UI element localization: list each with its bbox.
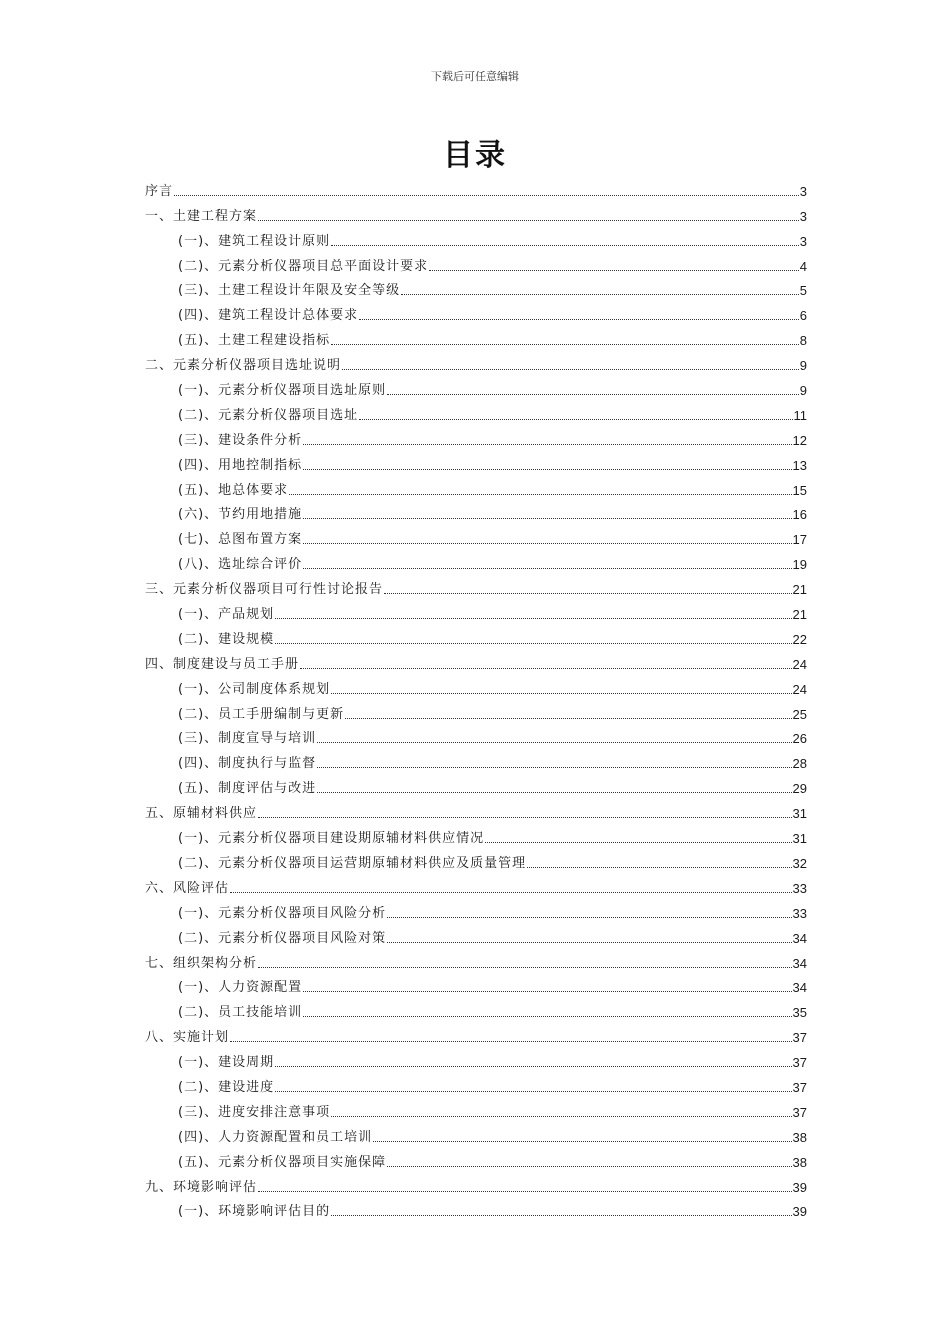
header-note: 下载后可任意编辑 [431,70,519,83]
toc-entry[interactable] [145,375,807,400]
dot-leader [174,195,799,196]
toc-entry-title: (一)、人力资源配置 [178,980,303,996]
toc-entry-title: (一)、元素分析仪器项目选址原则 [178,383,387,399]
toc-entry-page-number: 33 [792,880,807,896]
dot-leader [317,767,791,768]
dot-leader [331,693,791,694]
toc-entry[interactable] [145,500,807,525]
toc-entry-title: 三、元素分析仪器项目可行性讨论报告 [145,582,384,598]
toc-entry[interactable] [145,176,807,201]
toc-entry-page-number: 3 [799,183,807,199]
toc-entry-page-number: 34 [792,980,807,996]
toc-entry[interactable] [145,475,807,500]
dot-leader [359,319,799,320]
toc-entry-title: (四)、建筑工程设计总体要求 [178,308,359,324]
dot-leader [429,270,799,271]
toc-entry-page-number: 33 [792,905,807,921]
toc-entry-title: (三)、建设条件分析 [178,432,303,448]
dot-leader [359,419,792,420]
toc-entry-page-number: 38 [792,1129,807,1145]
toc-entry[interactable] [145,873,807,898]
toc-entry-title: (三)、土建工程设计年限及安全等级 [178,283,401,299]
toc-entry[interactable] [145,276,807,301]
toc-entry-title: (二)、员工技能培训 [178,1005,303,1021]
toc-entry-page-number: 9 [799,383,807,399]
toc-entry-title: (五)、元素分析仪器项目实施保障 [178,1154,387,1170]
dot-leader [303,469,791,470]
toc-entry[interactable] [145,773,807,798]
toc-entry-title: (四)、制度执行与监督 [178,756,317,772]
toc-entry-title: (二)、元素分析仪器项目风险对策 [178,930,387,946]
toc-entry-page-number: 32 [792,855,807,871]
toc-entry[interactable] [145,400,807,425]
toc-entry-title: 八、实施计划 [145,1030,230,1046]
toc-entry-page-number: 3 [799,233,807,249]
toc-entry[interactable] [145,1022,807,1047]
toc-entry-page-number: 16 [792,507,807,523]
toc-entry-title: 序言 [145,183,174,199]
toc-entry-page-number: 4 [799,258,807,274]
toc-entry-page-number: 31 [792,806,807,822]
dot-leader [401,294,799,295]
toc-entry-title: (一)、元素分析仪器项目建设期原辅材料供应情况 [178,831,485,847]
dot-leader [331,344,799,345]
toc-entry[interactable] [145,823,807,848]
toc-entry-title: (二)、元素分析仪器项目总平面设计要求 [178,258,429,274]
toc-entry-page-number: 29 [792,781,807,797]
toc-entry-title: 五、原辅材料供应 [145,806,258,822]
toc-entry[interactable] [145,798,807,823]
toc-entry[interactable] [145,325,807,350]
toc-entry-page-number: 17 [792,532,807,548]
toc-entry-page-number: 15 [792,482,807,498]
toc-entry-page-number: 24 [792,656,807,672]
toc-entry[interactable] [145,674,807,699]
toc-entry[interactable] [145,1197,807,1222]
toc-entry[interactable] [145,350,807,375]
toc-entry[interactable] [145,226,807,251]
table-of-contents [145,176,807,1221]
toc-entry[interactable] [145,948,807,973]
dot-leader [387,942,791,943]
toc-entry[interactable] [145,251,807,276]
dot-leader [345,718,791,719]
toc-entry-page-number: 38 [792,1154,807,1170]
dot-leader [303,518,791,519]
toc-entry-title: 九、环境影响评估 [145,1179,258,1195]
toc-entry-page-number: 34 [792,930,807,946]
toc-entry-page-number: 22 [792,631,807,647]
dot-leader [303,444,791,445]
dot-leader [275,643,791,644]
toc-entry[interactable] [145,524,807,549]
toc-entry-page-number: 34 [792,955,807,971]
dot-leader [317,742,791,743]
toc-entry-title: (三)、进度安排注意事项 [178,1104,331,1120]
toc-entry-title: 七、组织架构分析 [145,955,258,971]
toc-entry[interactable] [145,848,807,873]
toc-entry-title: (二)、员工手册编制与更新 [178,706,345,722]
dot-leader [303,543,791,544]
dot-leader [317,792,791,793]
dot-leader [485,842,791,843]
toc-entry-page-number: 31 [792,831,807,847]
toc-entry-title: 六、风险评估 [145,880,230,896]
toc-entry-page-number: 5 [799,283,807,299]
toc-entry[interactable] [145,201,807,226]
toc-entry-page-number: 13 [792,457,807,473]
dot-leader [275,618,791,619]
toc-entry-title: (六)、节约用地措施 [178,507,303,523]
toc-entry-title: (一)、环境影响评估目的 [178,1204,331,1220]
toc-entry[interactable] [145,300,807,325]
toc-entry-page-number: 8 [799,333,807,349]
toc-entry-page-number: 24 [792,681,807,697]
toc-entry-page-number: 21 [792,582,807,598]
toc-entry[interactable] [145,425,807,450]
toc-entry[interactable] [145,1122,807,1147]
toc-entry-title: (一)、建设周期 [178,1055,275,1071]
toc-entry[interactable] [145,1097,807,1122]
dot-leader [275,1066,791,1067]
toc-entry-page-number: 35 [792,1005,807,1021]
toc-entry-page-number: 6 [799,308,807,324]
toc-entry-page-number: 19 [792,557,807,573]
toc-entry-title: (五)、地总体要求 [178,482,289,498]
toc-entry-page-number: 3 [799,208,807,224]
dot-leader [303,568,791,569]
dot-leader [331,245,799,246]
dot-leader [331,1215,791,1216]
toc-entry[interactable] [145,699,807,724]
toc-entry-title: (八)、选址综合评价 [178,557,303,573]
toc-entry-title: (二)、建设进度 [178,1079,275,1095]
toc-entry-title: (二)、建设规模 [178,631,275,647]
toc-entry-title: 一、土建工程方案 [145,208,258,224]
dot-leader [527,867,791,868]
dot-leader [258,817,792,818]
toc-entry[interactable] [145,450,807,475]
dot-leader [303,1016,791,1017]
dot-leader [258,1191,792,1192]
dot-leader [342,369,799,370]
dot-leader [303,991,791,992]
toc-entry-page-number: 12 [792,432,807,448]
dot-leader [258,967,792,968]
toc-entry-title: (四)、用地控制指标 [178,457,303,473]
toc-entry-title: (七)、总图布置方案 [178,532,303,548]
toc-entry-title: (三)、制度宣导与培训 [178,731,317,747]
toc-entry[interactable] [145,973,807,998]
dot-leader [387,1166,791,1167]
toc-entry-page-number: 21 [792,607,807,623]
toc-entry-page-number: 37 [792,1030,807,1046]
dot-leader [331,1116,791,1117]
toc-title: 目录 [443,138,507,173]
toc-entry-title: (五)、土建工程建设指标 [178,333,331,349]
toc-entry-page-number: 9 [799,358,807,374]
toc-entry[interactable] [145,549,807,574]
toc-entry-page-number: 37 [792,1055,807,1071]
toc-entry-page-number: 26 [792,731,807,747]
toc-entry-page-number: 11 [793,407,807,423]
toc-entry-title: 四、制度建设与员工手册 [145,656,300,672]
toc-entry-page-number: 39 [792,1204,807,1220]
toc-entry-title: (一)、产品规划 [178,607,275,623]
toc-entry[interactable] [145,624,807,649]
toc-entry-title: (四)、人力资源配置和员工培训 [178,1129,373,1145]
toc-entry-page-number: 37 [792,1104,807,1120]
dot-leader [373,1141,791,1142]
toc-entry-page-number: 39 [792,1179,807,1195]
dot-leader [387,394,799,395]
dot-leader [258,220,799,221]
dot-leader [275,1091,791,1092]
toc-entry[interactable] [145,1047,807,1072]
toc-entry[interactable] [145,599,807,624]
toc-entry-title: (二)、元素分析仪器项目选址 [178,407,359,423]
toc-entry-page-number: 25 [792,706,807,722]
toc-entry-title: (一)、公司制度体系规划 [178,681,331,697]
toc-entry-title: (一)、建筑工程设计原则 [178,233,331,249]
dot-leader [384,593,792,594]
dot-leader [289,494,791,495]
toc-entry[interactable] [145,1072,807,1097]
toc-entry[interactable] [145,724,807,749]
toc-entry-title: (一)、元素分析仪器项目风险分析 [178,905,387,921]
toc-entry-page-number: 28 [792,756,807,772]
toc-entry[interactable] [145,923,807,948]
toc-entry[interactable] [145,649,807,674]
dot-leader [230,892,792,893]
toc-entry-title: (二)、元素分析仪器项目运营期原辅材料供应及质量管理 [178,855,527,871]
toc-entry-title: (五)、制度评估与改进 [178,781,317,797]
toc-entry[interactable] [145,574,807,599]
toc-entry[interactable] [145,898,807,923]
toc-entry-page-number: 37 [792,1079,807,1095]
toc-entry[interactable] [145,997,807,1022]
toc-entry[interactable] [145,748,807,773]
dot-leader [230,1041,792,1042]
toc-entry[interactable] [145,1147,807,1172]
dot-leader [387,917,791,918]
toc-entry[interactable] [145,1172,807,1197]
dot-leader [300,668,792,669]
toc-entry-title: 二、元素分析仪器项目选址说明 [145,358,342,374]
